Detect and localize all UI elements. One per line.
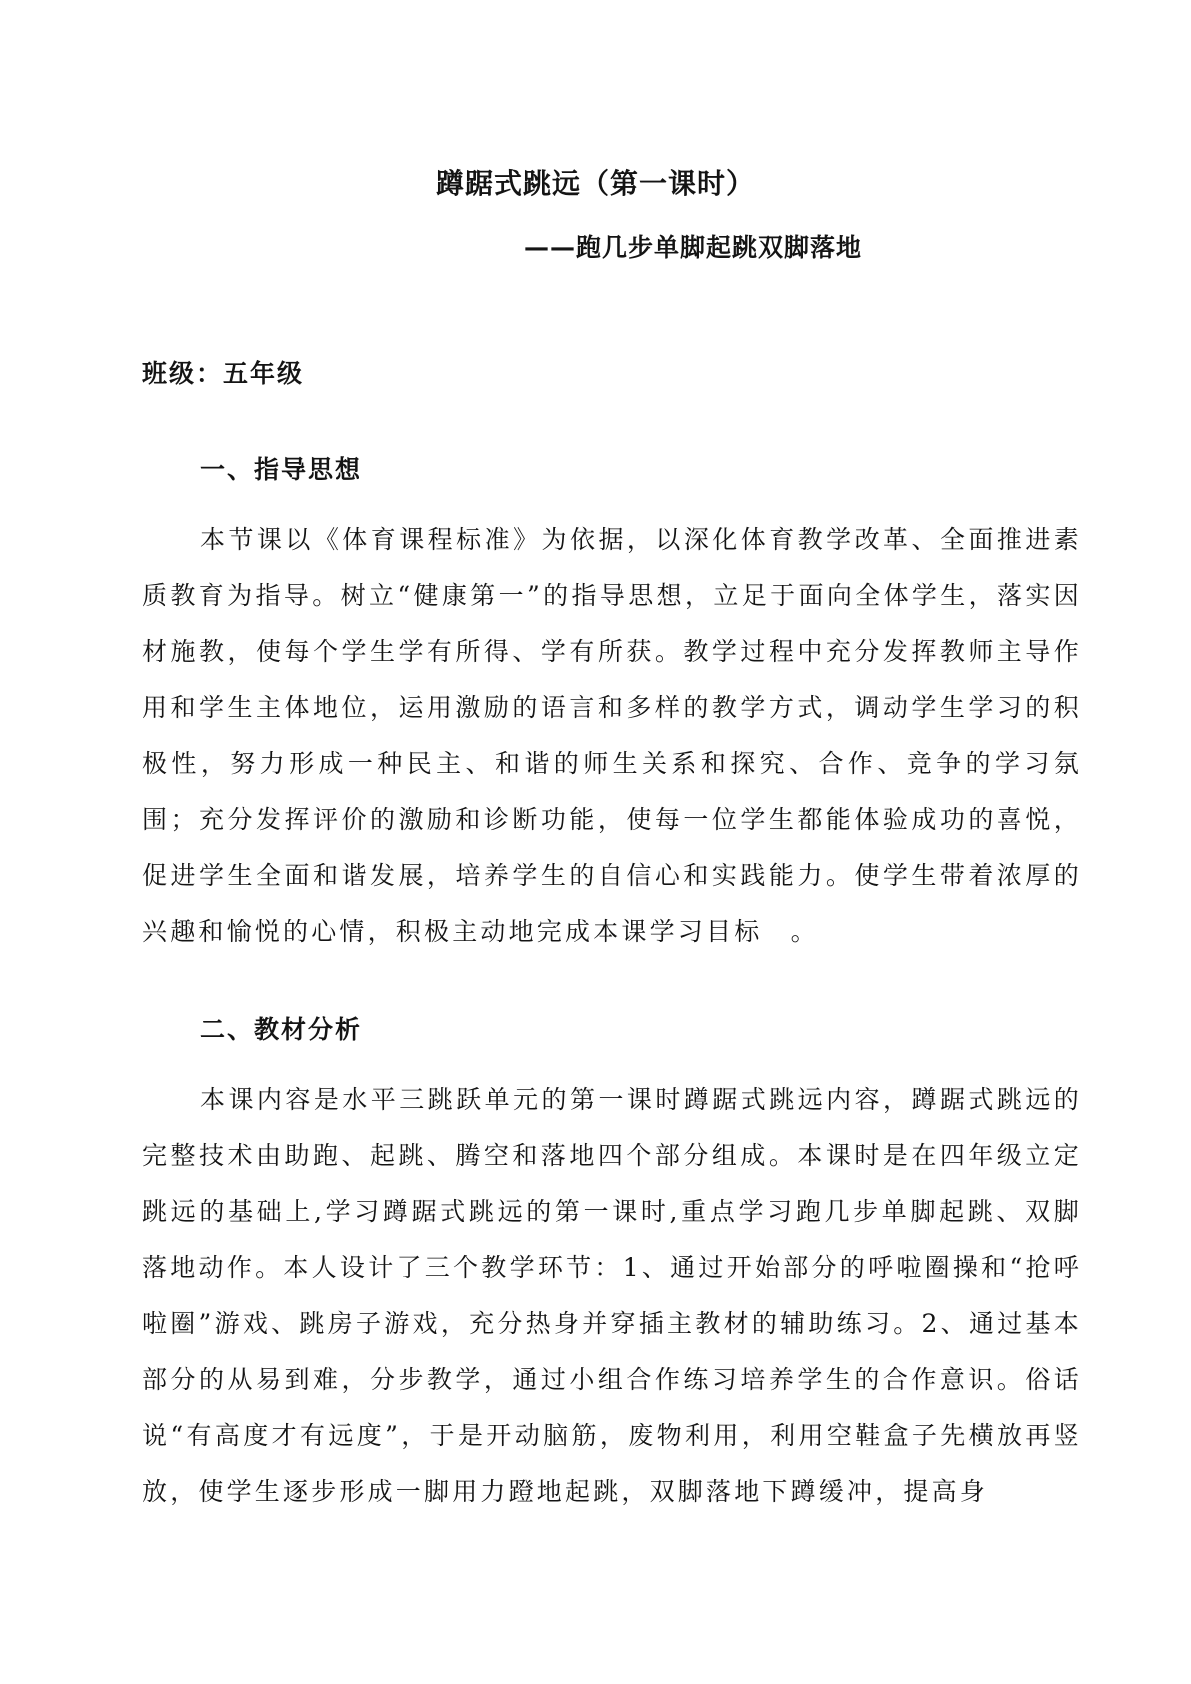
- section-body-material-analysis: 本课内容是水平三跳跃单元的第一课时蹲踞式跳远内容，蹲踞式跳远的完整技术由助跑、起跳、腾空和落地四个部分组成。本课时是在四年级立定跳远的基础上,学习蹲踞式跳远的第一课时,重点学习跑几步单脚起跳、双脚落地动作。本人设计了三个教学环节：1、通过开始部分的呼啦圈操和“抢呼啦圈”游戏、跳房子游戏，充分热身并穿插主教材的辅助练习。2、通过基本部分的从易到难，分步教学，通过小组合作练习培养学生的合作意识。俗话说“有高度才有远度”，于是开动脑筋，废物利用，利用空鞋盒子先横放再竖放，使学生逐步形成一脚用力蹬地起跳，双脚落地下蹲缓冲，提高身: [142, 1085, 1082, 1506]
- document-title: 蹲踞式跳远（第一课时）: [435, 167, 755, 200]
- section-heading-material-analysis: 二、教材分析: [200, 1015, 363, 1044]
- document-subtitle: ——跑几步单脚起跳双脚落地: [524, 233, 863, 262]
- section-body-guiding-ideology: 本节课以《体育课程标准》为依据，以深化体育教学改革、全面推进素质教育为指导。树立“健康第一”的指导思想，立足于面向全体学生，落实因材施教，使每个学生学有所得、学有所获。教学过程中充分发挥教师主导作用和学生主体地位，运用激励的语言和多样的教学方式，调动学生学习的积极性，努力形成一种民主、和谐的师生关系和探究、合作、竞争的学习氛围；充分发挥评价的激励和诊断功能，使每一位学生都能体验成功的喜悦，促进学生全面和谐发展，培养学生的自信心和实践能力。使学生带着浓厚的兴趣和愉悦的心情，积极主动地完成本课学习目标 。: [142, 525, 1082, 946]
- section-heading-guiding-ideology: 一、指导思想: [200, 455, 363, 484]
- class-label: 班级：五年级: [142, 359, 305, 388]
